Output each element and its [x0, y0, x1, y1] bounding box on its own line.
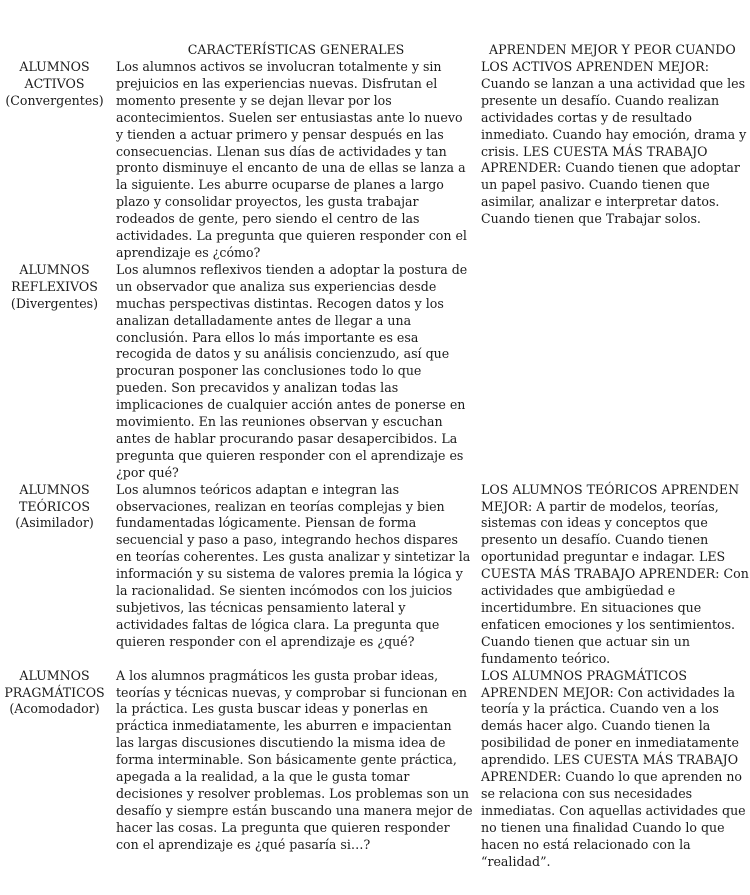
row-label-line: TEÓRICOS: [19, 498, 90, 514]
row-label: [0, 59, 113, 262]
table-row: [0, 668, 750, 871]
row-learning: [479, 262, 750, 482]
row-label-line: (Asimilador): [15, 515, 94, 531]
row-learning: LOS ALUMNOS TEÓRICOS APRENDEN MEJOR: A partir de modelos, teorías, sistemas con ideas y conceptos que presento un desafío. Cuando tienen oportunidad preguntar e indagar. LES CUESTA MÁS TRABAJO APRENDER: Con actividades que ambigüedad e incertidumbre. En situaciones que enfaticen emociones y los sentimientos. Cuando tienen que actuar sin un fundamento teórico.: [481, 481, 749, 666]
row-description: Los alumnos reflexivos tienden a adoptar la postura de un observador que analiza sus experiencias desde muchas perspectivas distintas. Recogen datos y los analizan detalladamente antes de llegar a una conclusión. Para ellos lo más importante es esa recogida de datos y su análisis concienzudo, así que procuran posponer las conclusiones todo lo que pueden. Son precavidos y analizan todas las implicaciones de cualquier acción antes de ponerse en movimiento. En las reuniones observan y escuchan antes de hablar procurando pasar desapercibidos. La pregunta que quieren responder con el aprendizaje es ¿por qué?: [116, 261, 468, 480]
row-label-line: (Convergentes): [5, 92, 104, 108]
row-label: [0, 262, 113, 482]
row-learning: LOS ACTIVOS APRENDEN MEJOR: Cuando se lanzan a una actividad que les presente un desafío. Cuando realizan actividades cortas y de resultado inmediato. Cuando hay emoción, drama y crisis. LES CUESTA MÁS TRABAJO APRENDER: Cuando tienen que adoptar un papel pasivo. Cuando tienen que asimilar, analizar e interpretar datos. Cuando tienen que Trabajar solos.: [481, 59, 747, 227]
row-description: Los alumnos teóricos adaptan e integran las observaciones, realizan en teorías complejas y bien fundamentadas lógicamente. Piensan de forma secuencial y paso a paso, integrando hechos dispares en teorías coherentes. Les gusta analizar y sintetizar la información y su sistema de valores premia la lógica y la racionalidad. Se sienten incómodos con los juicios subjetivos, las técnicas pensamiento lateral y actividades faltas de lógica clara. La pregunta que quieren responder con el aprendizaje es ¿qué?: [116, 481, 471, 649]
row-description: A los alumnos pragmáticos les gusta probar ideas, teorías y técnicas nuevas, y comprobar si funcionan en la práctica. Les gusta buscar ideas y ponerlas en práctica inmediatamente, les aburren e impacientan las largas discusiones discutiendo la misma idea de forma interminable. Son básicamente gente práctica, apegada a la realidad, a la que le gusta tomar decisiones y resolver problemas. Los problemas son un desafío y siempre están buscando una manera mejor de hacer las cosas. La pregunta que quieren responder con el aprendizaje es ¿qué pasaría si…?: [116, 667, 473, 852]
header-empty: [0, 42, 113, 59]
table-row: [0, 59, 750, 262]
row-label-line: ALUMNOS: [19, 261, 90, 277]
row-label-line: (Divergentes): [10, 295, 99, 311]
row-label-line: ALUMNOS: [19, 667, 90, 683]
header-learn-best-worst: APRENDEN MEJOR Y PEOR CUANDO: [489, 42, 736, 57]
row-label: [0, 668, 113, 871]
header-general-characteristics: CARACTERÍSTICAS GENERALES: [187, 42, 405, 57]
table-header-row: [0, 42, 750, 59]
row-label-line: ALUMNOS: [19, 59, 90, 74]
row-label-line: (Acomodador): [9, 701, 100, 717]
row-label-line: ACTIVOS: [24, 75, 85, 91]
row-label-line: PRAGMÁTICOS: [4, 684, 105, 700]
row-learning: LOS ALUMNOS PRAGMÁTICOS APRENDEN MEJOR: Con actividades la teoría y la práctica. Cuando ven a los demás hacer algo. Cuando tienen la posibilidad de poner en inmediatamente aprendido. LES CUESTA MÁS TRABAJO APRENDER: Cuando lo que aprenden no se relaciona con sus necesidades inmediatas. Con aquellas actividades que no tienen una finalidad Cuando lo que hacen no está relacionado con la “realidad”.: [481, 667, 746, 869]
learning-styles-document: [0, 42, 750, 871]
table-row: [0, 262, 750, 482]
table-row: [0, 482, 750, 668]
learning-styles-table: [0, 42, 750, 871]
row-description: Los alumnos activos se involucran totalmente y sin prejuicios en las experiencias nuevas. Disfrutan el momento presente y se dejan llevar por los acontecimientos. Suelen ser entusiastas ante lo nuevo y tienden a actuar primero y pensar después en las consecuencias. Llenan sus días de actividades y tan pronto disminuye el encanto de una de ellas se lanza a la siguiente. Les aburre ocuparse de planes a largo plazo y consolidar proyectos, les gusta trabajar rodeados de gente, pero siendo el centro de las actividades. La pregunta que quieren responder con el aprendizaje es ¿cómo?: [116, 59, 467, 260]
row-label: [0, 482, 113, 668]
row-label-line: ALUMNOS: [19, 481, 90, 497]
row-label-line: REFLEXIVOS: [11, 278, 98, 294]
